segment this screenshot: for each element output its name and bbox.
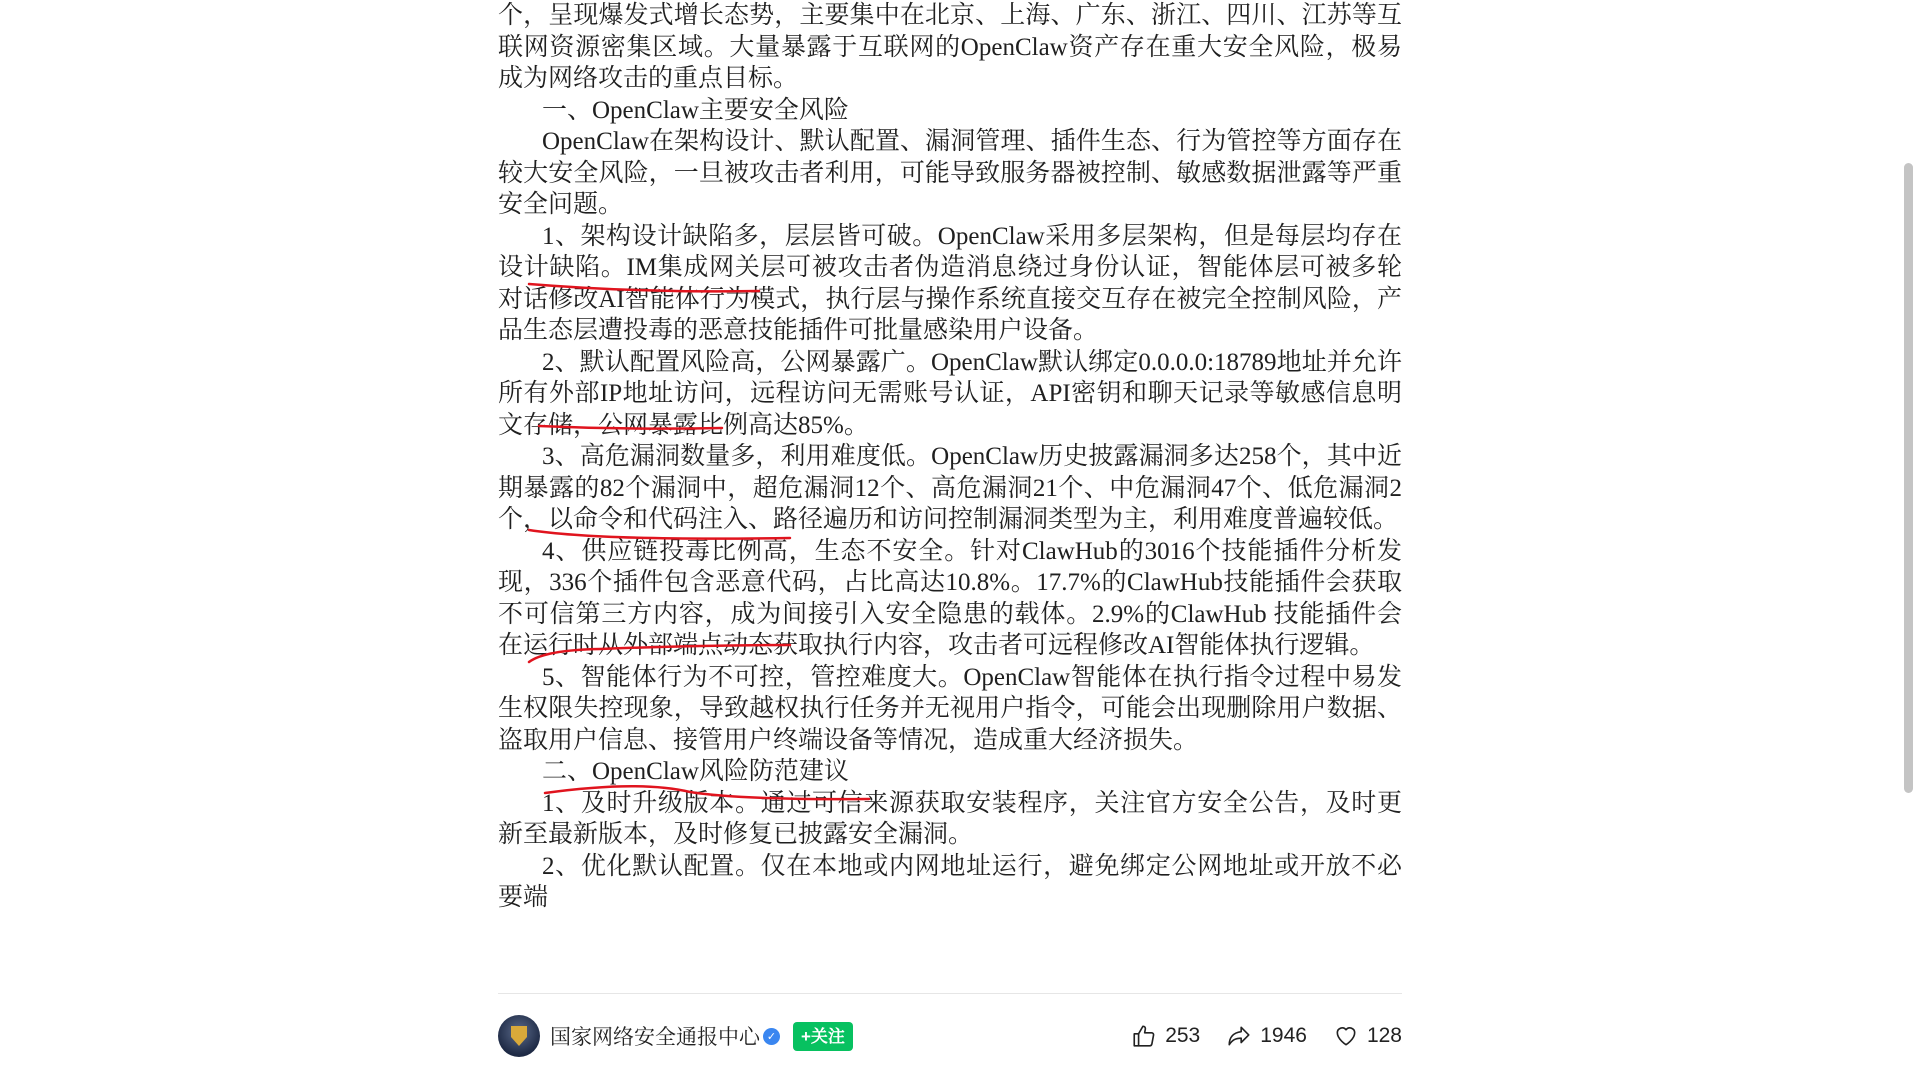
account-avatar[interactable]	[498, 1015, 540, 1057]
risk-item-2: 2、默认配置风险高，公网暴露广。OpenClaw默认绑定0.0.0.0:18789地址并允许所有外部IP地址访问，远程访问无需账号认证，API密钥和聊天记录等敏感信息明文存储，公网暴露比例高达85%。	[498, 348, 1402, 439]
favorite-count: 128	[1366, 1024, 1402, 1047]
follow-button[interactable]: +关注	[793, 1022, 853, 1051]
article-footer	[498, 1014, 1402, 1058]
verified-badge-icon: ✓	[763, 1028, 780, 1045]
heart-icon	[1333, 1023, 1359, 1049]
account-name[interactable]: 国家网络安全通报中心	[550, 1026, 760, 1049]
paragraph: 个，呈现爆发式增长态势，主要集中在北京、上海、广东、浙江、四川、江苏等互联网资源密集区域。大量暴露于互联网的OpenClaw资产存在重大安全风险，极易成为网络攻击的重点目标。	[498, 2, 1402, 92]
section-heading: 二、OpenClaw风险防范建议	[542, 758, 849, 785]
engagement-stats	[1131, 1023, 1402, 1049]
footer-divider	[498, 993, 1402, 994]
risk-item-5: 5、智能体行为不可控，管控难度大。OpenClaw智能体在执行指令过程中易发生权限失控现象，导致越权执行任务并无视用户指令，可能会出现删除用户数据、盗取用户信息、接管用户终端设备等情况，造成重大经济损失。	[498, 663, 1402, 754]
shield-logo-icon	[511, 1026, 527, 1046]
like-count: 253	[1165, 1024, 1201, 1047]
like-button[interactable]	[1131, 1023, 1200, 1049]
paragraph: OpenClaw在架构设计、默认配置、漏洞管理、插件生态、行为管控等方面存在较大安全风险，一旦被攻击者利用，可能导致服务器被控制、敏感数据泄露等严重安全问题。	[498, 128, 1402, 218]
section-heading: 一、OpenClaw主要安全风险	[542, 96, 849, 124]
advice-item-1: 1、及时升级版本。通过可信来源获取安装程序，关注官方安全公告，及时更新至最新版本，及时修复已披露安全漏洞。	[498, 789, 1402, 848]
share-count: 1946	[1260, 1024, 1307, 1047]
advice-item-2: 2、优化默认配置。仅在本地或内网地址运行，避免绑定公网地址或开放不必要端	[498, 852, 1402, 911]
favorite-button[interactable]	[1333, 1023, 1402, 1049]
article-body	[498, 0, 1402, 914]
scrollbar-thumb[interactable]	[1904, 163, 1913, 793]
share-arrow-icon	[1226, 1023, 1252, 1049]
risk-item-3: 3、高危漏洞数量多，利用难度低。OpenClaw历史披露漏洞多达258个，其中近期暴露的82个漏洞中，超危漏洞12个、高危漏洞21个、中危漏洞47个、低危漏洞2个，以命令和代码注入、路径遍历和访问控制漏洞类型为主，利用难度普遍较低。	[498, 443, 1402, 533]
share-button[interactable]	[1226, 1023, 1307, 1049]
thumbs-up-icon	[1131, 1023, 1157, 1049]
risk-item-4: 4、供应链投毒比例高，生态不安全。针对ClawHub的3016个技能插件分析发现，336个插件包含恶意代码，占比高达10.8%。17.7%的ClawHub技能插件会获取不可信第三方内容，成为间接引入安全隐患的载体。2.9%的ClawHub 技能插件会在运行时从外部端点动态获取执行内容，攻击者可远程修改AI智能体执行逻辑。	[498, 537, 1402, 659]
risk-item-1: 1、架构设计缺陷多，层层皆可破。OpenClaw采用多层架构，但是每层均存在设计缺陷。IM集成网关层可被攻击者伪造消息绕过身份认证，智能体层可被多轮对话修改AI智能体行为模式，执行层与操作系统直接交互存在被完全控制风险，产品生态层遭投毒的恶意技能插件可批量感染用户设备。	[498, 222, 1402, 344]
